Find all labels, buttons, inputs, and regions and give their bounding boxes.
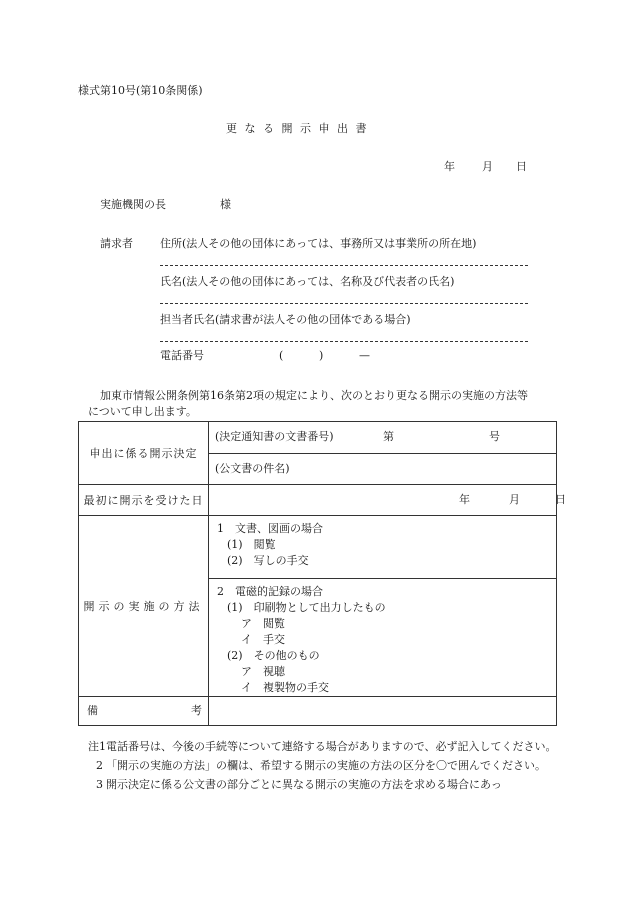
address-label: 住所(法人その他の団体にあっては、事務所又は事業所の所在地) xyxy=(160,237,477,250)
decision-label-cell xyxy=(79,422,209,485)
doc-number-suffix: 号 xyxy=(489,430,500,443)
remarks-label-1: 備 xyxy=(87,704,98,717)
method-electronic-heading: 2 電磁的記録の場合 xyxy=(217,585,323,598)
method-electronic-cell xyxy=(209,579,557,697)
method-doc-cell xyxy=(209,516,557,579)
remarks-label-cell xyxy=(79,697,209,726)
note-number: 2 xyxy=(96,759,103,772)
name-field-line[interactable] xyxy=(160,303,528,304)
page-title: 更 な る 開 示 申 出 書 xyxy=(226,122,369,135)
notes xyxy=(88,738,558,793)
date-year: 年 xyxy=(444,160,455,173)
date-day: 日 xyxy=(516,160,527,173)
name-label: 氏名(法人その他の団体にあっては、名称及び代表者の氏名) xyxy=(160,275,455,288)
method-electronic-item[interactable]: イ 複製物の手交 xyxy=(241,681,329,694)
first-year: 年 xyxy=(459,493,470,506)
intro-line-1: 加東市情報公開条例第16条第2項の規定により、次のとおり更なる開示の実施の方法等 xyxy=(100,389,528,402)
method-electronic-item[interactable]: イ 手交 xyxy=(241,633,285,646)
method-electronic-sub1: (1) 印刷物として出力したもの xyxy=(227,601,386,614)
note-number: 3 xyxy=(96,778,103,791)
first-day: 日 xyxy=(555,493,566,506)
contact-field-line[interactable] xyxy=(160,341,528,342)
first-month: 月 xyxy=(509,493,520,506)
first-disclosure-label: 最初に開示を受けた日 xyxy=(83,494,204,507)
intro-line-2: について申し出ます。 xyxy=(88,405,197,418)
note-text: 「開示の実施の方法」の欄は、希望する開示の実施の方法の区分を〇で囲んでください。 xyxy=(106,759,546,772)
note-item xyxy=(88,738,558,755)
remarks-label-2: 考 xyxy=(191,704,202,717)
date-month: 月 xyxy=(482,160,493,173)
doc-title-cell[interactable] xyxy=(209,454,557,485)
doc-number-prefix: 第 xyxy=(383,430,394,443)
first-disclosure-date-cell[interactable] xyxy=(209,485,566,516)
phone-dash: — xyxy=(359,349,370,362)
note-item xyxy=(88,776,558,793)
method-label: 開示の実施の方法 xyxy=(83,600,204,613)
method-doc-item[interactable]: (1) 閲覧 xyxy=(227,538,276,551)
method-doc-item[interactable]: (2) 写しの手交 xyxy=(227,554,309,567)
addressee-honorific: 様 xyxy=(220,198,231,211)
form-number: 様式第10号(第10条関係) xyxy=(78,84,203,97)
phone-paren-close: ) xyxy=(319,349,324,362)
first-disclosure-label-cell xyxy=(79,485,209,516)
address-field-line[interactable] xyxy=(160,265,528,266)
requester-label: 請求者 xyxy=(100,237,133,250)
decision-label: 申出に係る開示決定 xyxy=(89,447,198,460)
method-electronic-item[interactable]: ア 閲覧 xyxy=(241,617,285,630)
note-text: 電話番号は、今後の手続等について連絡する場合がありますので、必ず記入してください。 xyxy=(106,740,557,753)
phone-paren-open: ( xyxy=(279,349,284,362)
note-number: 注1 xyxy=(88,740,106,753)
doc-number-label: (決定通知書の文書番号) xyxy=(215,430,334,443)
doc-title-label: (公文書の件名) xyxy=(215,462,290,475)
method-electronic-sub2: (2) その他のもの xyxy=(227,649,320,662)
phone-label: 電話番号 xyxy=(160,349,204,362)
remarks-field[interactable] xyxy=(209,697,557,726)
note-text: 開示決定に係る公文書の部分ごとに異なる開示の実施の方法を求める場合にあっ xyxy=(106,778,502,791)
addressee-org: 実施機関の長 xyxy=(100,198,166,211)
request-table xyxy=(78,421,566,726)
method-electronic-item[interactable]: ア 視聴 xyxy=(241,665,285,678)
note-item xyxy=(88,757,558,774)
doc-number-cell[interactable] xyxy=(209,422,557,454)
contact-label: 担当者氏名(請求書が法人その他の団体である場合) xyxy=(160,313,411,326)
method-label-cell xyxy=(79,516,209,697)
method-doc-heading: 1 文書、図画の場合 xyxy=(217,522,323,535)
